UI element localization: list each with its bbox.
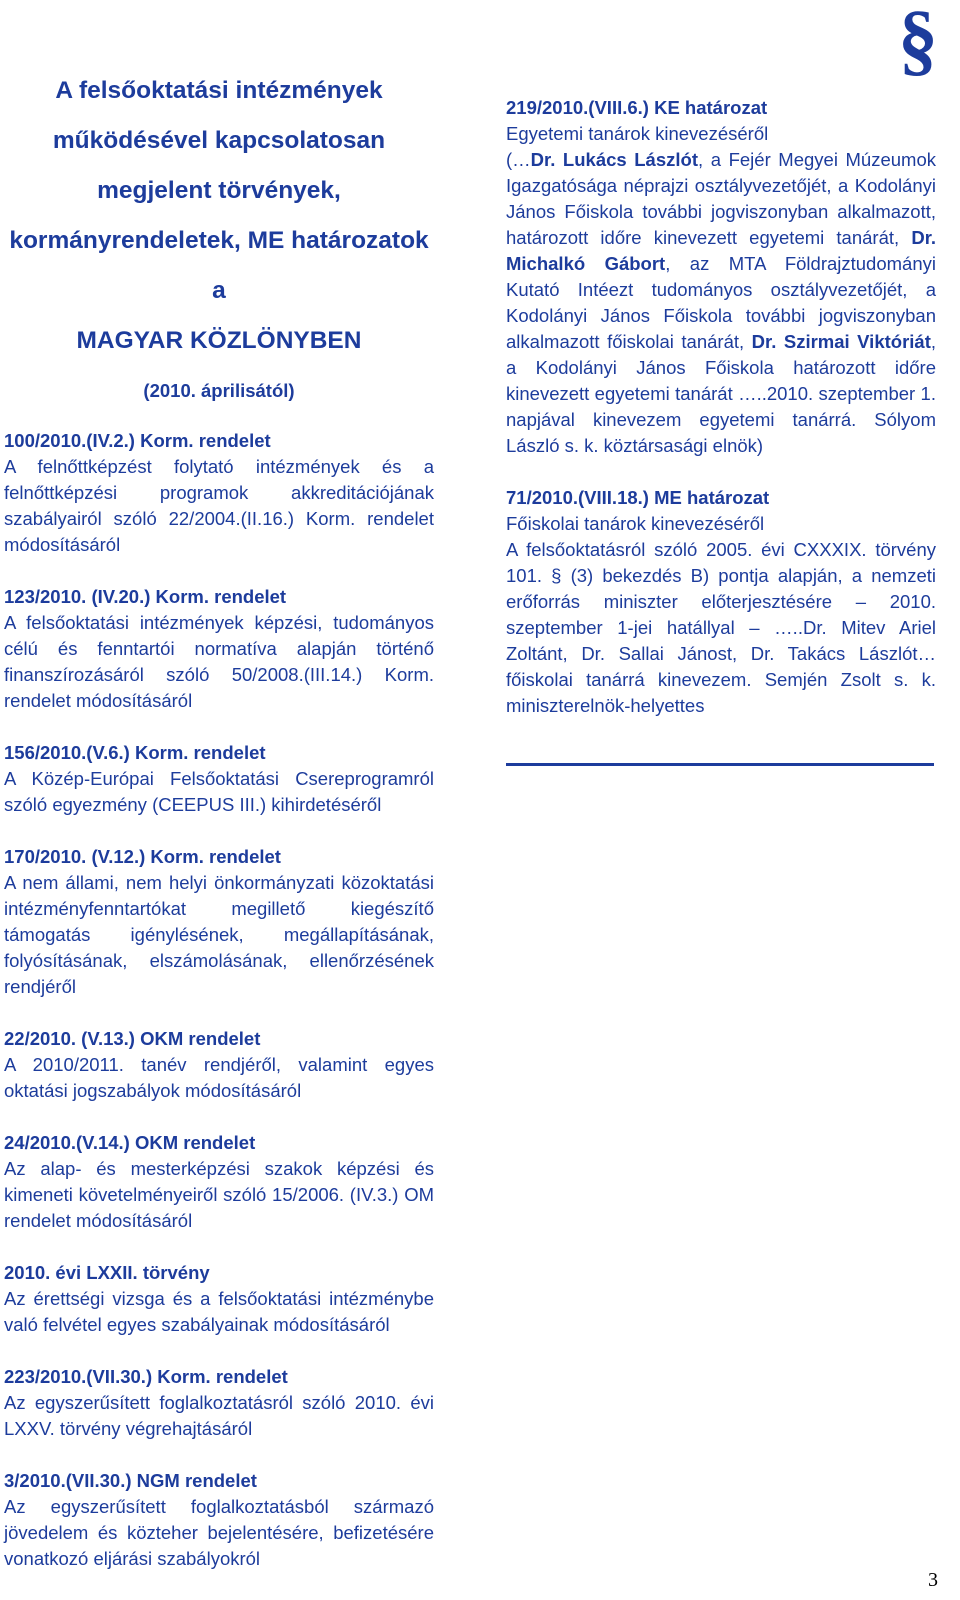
legal-entry bbox=[4, 1026, 434, 1104]
appointee-name: Dr. Lukács Lászlót bbox=[530, 149, 698, 170]
entry-description: A 2010/2011. tanév rendjéről, valamint egyes oktatási jogszabályok módosításáról bbox=[4, 1054, 434, 1101]
entry-reference: 71/2010.(VIII.18.) ME határozat bbox=[506, 487, 770, 508]
section-mark-icon: § bbox=[898, 0, 938, 84]
entry-description: A nem állami, nem helyi önkormányzati közoktatási intézményfenntartókat megillető kiegészítő támogatás igénylésének, megállapításának, folyósításának, elszámolásának, ellenőrzésének rendjéről bbox=[4, 872, 434, 997]
decision-entry bbox=[506, 485, 936, 719]
entry-reference: 170/2010. (V.12.) Korm. rendelet bbox=[4, 846, 281, 867]
entry-reference: 156/2010.(V.6.) Korm. rendelet bbox=[4, 742, 266, 763]
entry-reference: 219/2010.(VIII.6.) KE határozat bbox=[506, 97, 768, 118]
appointee-name: Dr. Szirmai Viktóriát bbox=[751, 331, 931, 352]
legal-entry bbox=[4, 1130, 434, 1234]
legal-entry bbox=[4, 584, 434, 714]
entry-reference: 2010. évi LXXII. törvény bbox=[4, 1262, 210, 1283]
entry-description: A felsőoktatási intézmények képzési, tudományos célú és fenntartói normatíva alapján történő finanszírozásáról szóló 50/2008.(III.14.) Korm. rendelet módosításáról bbox=[4, 612, 434, 711]
title-line: MAGYAR KÖZLÖNYBEN bbox=[76, 327, 362, 354]
entry-description: A felnőttképzést folytató intézmények és a felnőttképzési programok akkreditációjának szabályairól szóló 22/2004.(II.16.) Korm. rendelet módosításáról bbox=[4, 456, 434, 555]
legal-entry bbox=[4, 740, 434, 818]
title-line: megjelent törvények, bbox=[97, 177, 341, 204]
page-title bbox=[4, 66, 434, 366]
entry-reference: 223/2010.(VII.30.) Korm. rendelet bbox=[4, 1366, 288, 1387]
right-column bbox=[506, 95, 936, 766]
entry-description: A felsőoktatásról szóló 2005. évi CXXXIX. törvény 101. § (3) bekezdés B) pontja alapján, a nemzeti erőforrás miniszter előterjesztésére – 2010. szeptember 1-jei hatállyal – …..Dr. Mitev Ariel Zoltánt, Dr. Sallai Jánost, Dr. Takács Lászlót… főiskolai tanárrá kinevezem. Semjén Zsolt s. k. miniszterelnök-helyettes bbox=[506, 539, 936, 716]
legal-entry bbox=[4, 1468, 434, 1572]
legal-entry bbox=[4, 428, 434, 558]
entry-reference: 24/2010.(V.14.) OKM rendelet bbox=[4, 1132, 256, 1153]
appointee-text: , a Fejér Megyei Múzeumok Igazgatósága néprajzi osztályvezetőjét, a Kodolányi János Főiskola további jogviszonyban alkalmazott, határozott időre kinevezett egyetemi tanárát, bbox=[506, 149, 936, 248]
entry-heading: Egyetemi tanárok kinevezéséről bbox=[506, 123, 769, 144]
divider-line bbox=[506, 763, 934, 766]
entry-heading: Főiskolai tanárok kinevezéséről bbox=[506, 513, 765, 534]
legal-entry bbox=[4, 1364, 434, 1442]
entry-description: Az érettségi vizsga és a felsőoktatási intézménybe való felvétel egyes szabályainak módosításáról bbox=[4, 1288, 434, 1335]
entry-description: Az egyszerűsített foglalkoztatásról szóló 2010. évi LXXV. törvény végrehajtásáról bbox=[4, 1392, 434, 1439]
title-line: működésével kapcsolatosan bbox=[52, 127, 386, 154]
entry-description bbox=[506, 147, 936, 459]
title-line: A felsőoktatási intézmények bbox=[55, 77, 383, 104]
legal-entry bbox=[4, 844, 434, 1000]
left-column bbox=[4, 60, 434, 1598]
entry-description: Az egyszerűsített foglalkoztatásból származó jövedelem és közteher bejelentésére, befizetésére vonatkozó eljárási szabályokról bbox=[4, 1496, 434, 1569]
appointee-text: , a Kodolányi János Főiskola határozott időre kinevezett egyetemi tanárát …..2010. szeptember 1. napjával kinevezem egyetemi tanárrá. Sólyom László s. k. köztársasági elnök) bbox=[506, 331, 936, 456]
entry-reference: 3/2010.(VII.30.) NGM rendelet bbox=[4, 1470, 257, 1491]
page-subtitle: (2010. áprilisától) bbox=[143, 380, 295, 401]
entry-description: Az alap- és mesterképzési szakok képzési és kimeneti követelményeiről szóló 15/2006. (IV.3.) OM rendelet módosításáról bbox=[4, 1158, 434, 1231]
text-prefix: (… bbox=[506, 149, 531, 170]
page-number: 3 bbox=[928, 1569, 938, 1591]
legal-entry bbox=[4, 1260, 434, 1338]
entry-reference: 123/2010. (IV.20.) Korm. rendelet bbox=[4, 586, 287, 607]
title-line: kormányrendeletek, ME határozatok a bbox=[9, 227, 429, 304]
appointee-name: Dr. Michalkó Gábort bbox=[506, 227, 937, 274]
entry-reference: 22/2010. (V.13.) OKM rendelet bbox=[4, 1028, 261, 1049]
entry-description: A Közép-Európai Felsőoktatási Csereprogramról szóló egyezmény (CEEPUS III.) kihirdetéséről bbox=[4, 768, 434, 815]
entry-reference: 100/2010.(IV.2.) Korm. rendelet bbox=[4, 430, 271, 451]
appointee-text: , az MTA Földrajztudományi Kutató Intéezt tudományos osztályvezetőjét, a Kodolányi János Főiskola további jogviszonyban alkalmazott főiskolai tanárát, bbox=[506, 253, 936, 352]
decision-entry bbox=[506, 95, 936, 459]
